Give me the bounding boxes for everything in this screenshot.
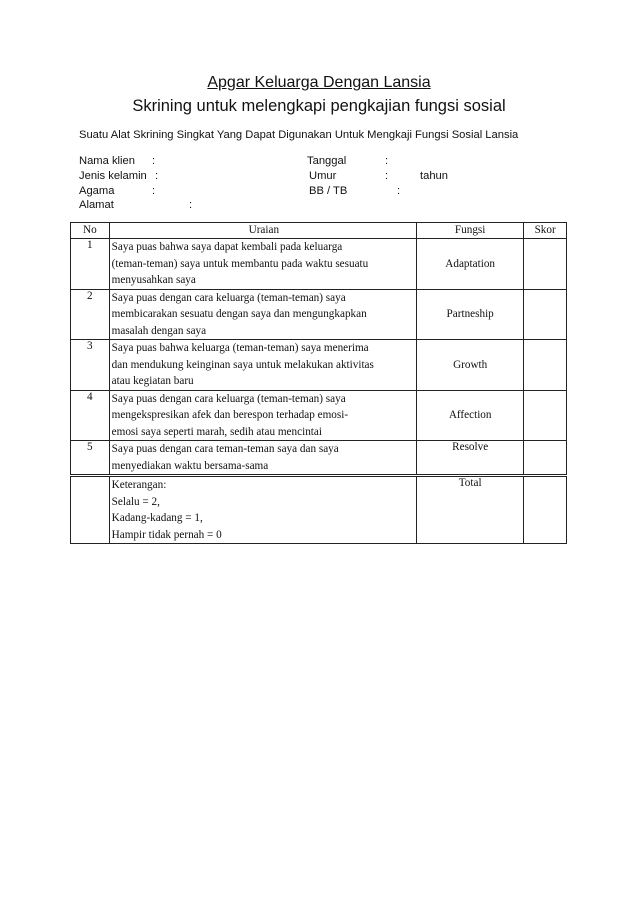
table-row xyxy=(71,441,567,476)
sep-bb-tb: : xyxy=(397,185,401,197)
keterangan-heading: Keterangan: xyxy=(111,479,167,491)
row-skor-cell[interactable] xyxy=(524,340,567,391)
row-uraian xyxy=(109,289,416,340)
keterangan-line: Selalu = 2, xyxy=(111,495,160,508)
row-skor-cell[interactable] xyxy=(524,390,567,441)
keterangan-cell xyxy=(109,476,416,544)
uraian-line: Saya puas bahwa saya dapat kembali pada keluarga xyxy=(111,241,343,253)
row-uraian xyxy=(109,390,416,441)
label-bb-tb: BB / TB xyxy=(309,185,348,197)
row-fungsi: Affection xyxy=(417,390,524,441)
uraian-line: (teman-teman) saya untuk membantu pada waktu sesuatu xyxy=(111,257,369,270)
unit-umur: tahun xyxy=(420,170,448,182)
uraian-line: mengekspresikan afek dan berespon terhadap emosi- xyxy=(111,409,349,421)
sep-alamat: : xyxy=(189,199,193,211)
uraian-line: atau kegiatan baru xyxy=(111,375,194,387)
uraian-line: membicarakan sesuatu dengan saya dan mengungkapkan xyxy=(111,308,367,320)
header-uraian: Uraian xyxy=(109,223,416,239)
total-skor-cell[interactable] xyxy=(524,476,567,544)
label-agama: Agama xyxy=(79,185,115,197)
row-no: 5 xyxy=(71,441,110,476)
header-fungsi: Fungsi xyxy=(417,223,524,239)
table-row xyxy=(71,239,567,290)
apgar-table xyxy=(70,222,567,544)
uraian-line: emosi saya seperti marah, sedih atau mencintai xyxy=(111,425,322,438)
uraian-line: masalah dengan saya xyxy=(111,324,207,337)
header-skor: Skor xyxy=(524,223,567,239)
uraian-line: dan mendukung keinginan saya untuk melakukan aktivitas xyxy=(111,358,374,371)
table-row xyxy=(71,340,567,391)
page-subtitle: Skrining untuk melengkapi pengkajian fungsi sosial xyxy=(132,97,506,115)
header-no: No xyxy=(71,223,110,239)
label-jenis-kelamin: Jenis kelamin xyxy=(79,170,147,182)
row-uraian xyxy=(109,340,416,391)
uraian-line: Saya puas dengan cara keluarga (teman-teman) saya xyxy=(111,291,346,304)
table-row xyxy=(71,289,567,340)
keterangan-row xyxy=(71,476,567,544)
keterangan-line: Kadang-kadang = 1, xyxy=(111,512,203,524)
uraian-line: menyusahkan saya xyxy=(111,274,196,286)
row-fungsi: Partneship xyxy=(417,289,524,340)
keterangan-no-cell xyxy=(71,476,110,544)
table-header-row xyxy=(71,223,567,239)
row-uraian xyxy=(109,239,416,290)
page-description: Suatu Alat Skrining Singkat Yang Dapat Digunakan Untuk Mengkaji Fungsi Sosial Lansia xyxy=(79,129,519,141)
row-fungsi: Resolve xyxy=(417,441,524,476)
row-skor-cell[interactable] xyxy=(524,289,567,340)
label-umur: Umur xyxy=(309,170,337,182)
row-no: 3 xyxy=(71,340,110,391)
row-no: 2 xyxy=(71,289,110,340)
keterangan-line: Hampir tidak pernah = 0 xyxy=(111,528,222,541)
page-title: Apgar Keluarga Dengan Lansia xyxy=(207,74,431,91)
sep-jenis-kelamin: : xyxy=(155,170,159,182)
row-fungsi: Growth xyxy=(417,340,524,391)
row-no: 1 xyxy=(71,239,110,290)
sep-tanggal: : xyxy=(385,155,389,167)
sep-agama: : xyxy=(152,185,156,197)
table-row xyxy=(71,390,567,441)
uraian-line: Saya puas dengan cara teman-teman saya dan saya xyxy=(111,443,339,455)
row-skor-cell[interactable] xyxy=(524,239,567,290)
uraian-line: menyediakan waktu bersama-sama xyxy=(111,459,269,472)
label-tanggal: Tanggal xyxy=(307,155,347,167)
sep-umur: : xyxy=(385,170,389,182)
total-label: Total xyxy=(417,476,524,544)
row-uraian xyxy=(109,441,416,476)
label-nama-klien: Nama klien xyxy=(79,155,135,167)
row-no: 4 xyxy=(71,390,110,441)
row-skor-cell[interactable] xyxy=(524,441,567,476)
label-alamat: Alamat xyxy=(79,199,114,211)
row-fungsi: Adaptation xyxy=(417,239,524,290)
uraian-line: Saya puas dengan cara keluarga (teman-teman) saya xyxy=(111,392,346,405)
uraian-line: Saya puas bahwa keluarga (teman-teman) saya menerima xyxy=(111,342,369,354)
sep-nama-klien: : xyxy=(152,155,156,167)
